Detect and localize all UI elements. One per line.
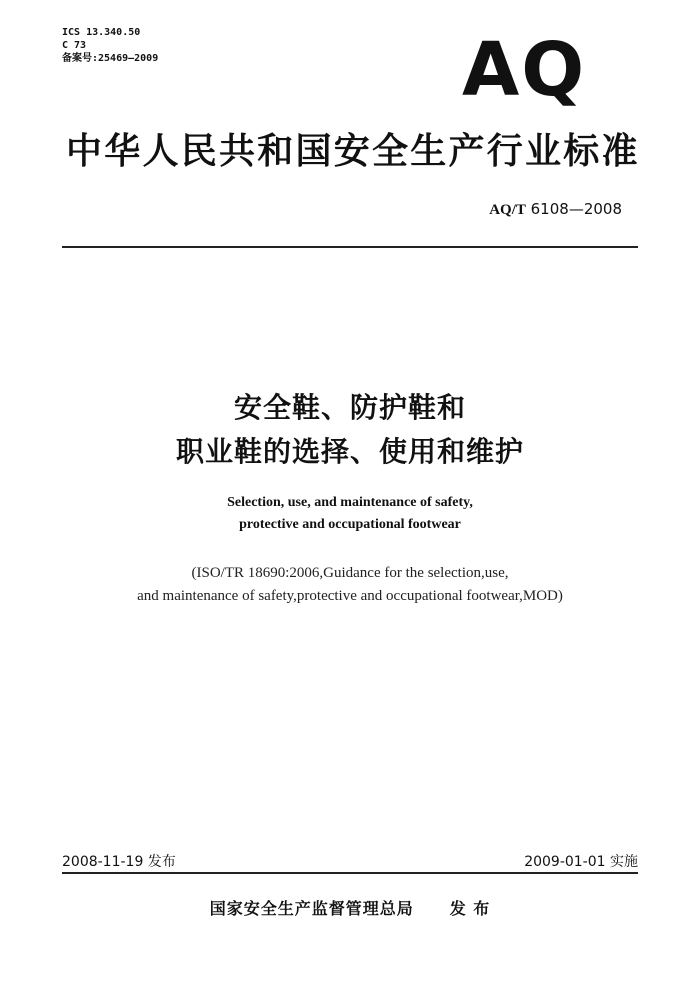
standard-prefix: AQ/T bbox=[489, 202, 526, 218]
top-divider bbox=[62, 246, 638, 248]
issuer-action: 发 布 bbox=[449, 899, 491, 918]
dates-row bbox=[62, 851, 638, 871]
aq-logo: AQ bbox=[462, 27, 587, 113]
english-title-line-1: Selection, use, and maintenance of safety, bbox=[227, 495, 473, 510]
issue-date: 2008-11-19 发布 bbox=[62, 854, 176, 870]
issuer bbox=[0, 896, 700, 919]
ccs-code: C 73 bbox=[62, 40, 87, 51]
iso-reference-line-1: (ISO/TR 18690:2006,Guidance for the selection,use, bbox=[191, 565, 509, 581]
english-title-line-2: protective and occupational footwear bbox=[239, 517, 461, 532]
iso-reference-line-2: and maintenance of safety,protective and occupational footwear,MOD) bbox=[137, 588, 563, 604]
chinese-title-line-1: 安全鞋、防护鞋和 bbox=[233, 391, 466, 424]
standard-number bbox=[489, 200, 622, 219]
ics-code: ICS 13.340.50 bbox=[62, 27, 141, 38]
implementation-date: 2009-01-01 实施 bbox=[524, 854, 638, 870]
chinese-title-line-2: 职业鞋的选择、使用和维护 bbox=[175, 435, 524, 468]
record-number: 备案号:25469—2009 bbox=[62, 53, 159, 64]
header-metadata bbox=[62, 26, 158, 65]
issuer-name: 国家安全生产监督管理总局 bbox=[209, 899, 414, 918]
bottom-divider bbox=[62, 872, 638, 874]
industry-standard-title: 中华人民共和国安全生产行业标准 bbox=[66, 131, 638, 172]
standard-code: 6108—2008 bbox=[525, 200, 622, 218]
